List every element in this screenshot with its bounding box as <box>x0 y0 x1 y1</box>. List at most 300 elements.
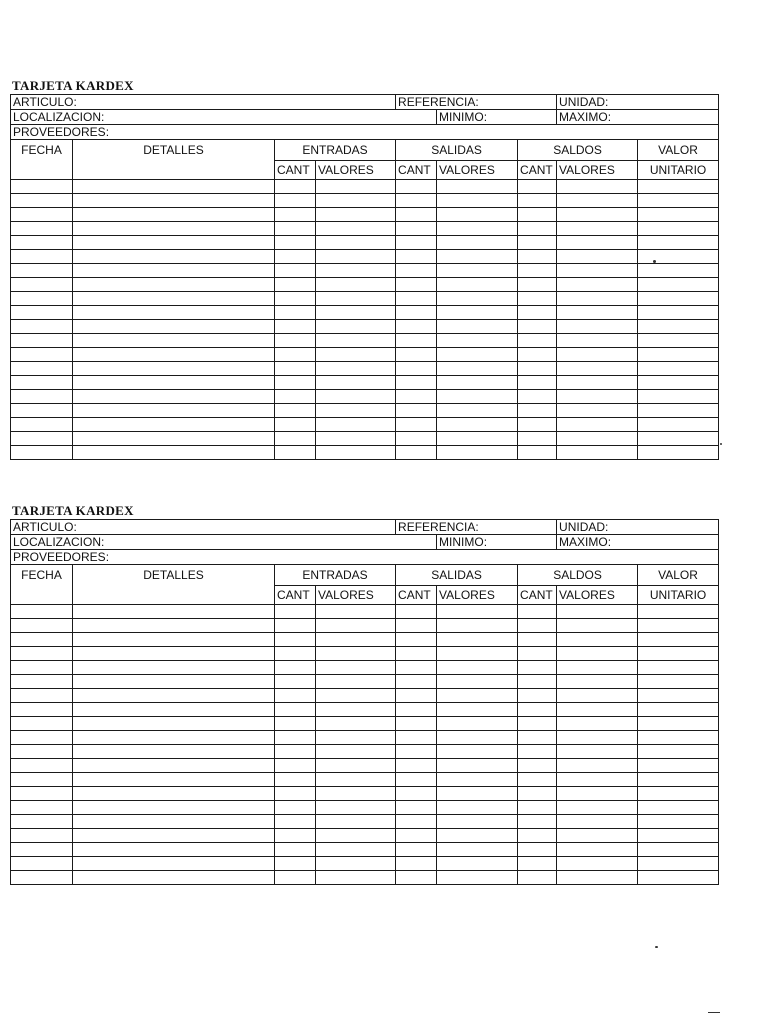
saldos-valores-cell[interactable] <box>557 843 638 857</box>
salidas-valores-cell[interactable] <box>437 390 518 404</box>
entradas-cant-cell[interactable] <box>275 334 316 348</box>
saldos-valores-cell[interactable] <box>557 362 638 376</box>
fecha-cell[interactable] <box>11 376 73 390</box>
valor-unitario-cell[interactable] <box>638 320 719 334</box>
detalles-cell[interactable] <box>73 278 275 292</box>
saldos-valores-cell[interactable] <box>557 647 638 661</box>
valor-unitario-cell[interactable] <box>638 675 719 689</box>
entradas-cant-cell[interactable] <box>275 745 316 759</box>
entradas-valores-cell[interactable] <box>316 829 396 843</box>
salidas-valores-cell[interactable] <box>437 633 518 647</box>
valor-unitario-cell[interactable] <box>638 661 719 675</box>
saldos-cant-cell[interactable] <box>518 390 557 404</box>
valor-unitario-cell[interactable] <box>638 222 719 236</box>
fecha-cell[interactable] <box>11 787 73 801</box>
detalles-cell[interactable] <box>73 787 275 801</box>
detalles-cell[interactable] <box>73 745 275 759</box>
fecha-cell[interactable] <box>11 320 73 334</box>
valor-unitario-cell[interactable] <box>638 180 719 194</box>
salidas-cant-cell[interactable] <box>396 264 437 278</box>
entradas-cant-cell[interactable] <box>275 348 316 362</box>
referencia-field[interactable]: REFERENCIA: <box>396 520 557 535</box>
salidas-valores-cell[interactable] <box>437 432 518 446</box>
saldos-valores-cell[interactable] <box>557 418 638 432</box>
fecha-cell[interactable] <box>11 633 73 647</box>
saldos-cant-cell[interactable] <box>518 278 557 292</box>
saldos-valores-cell[interactable] <box>557 829 638 843</box>
proveedores-field[interactable]: PROVEEDORES: <box>11 550 719 565</box>
entradas-valores-cell[interactable] <box>316 633 396 647</box>
saldos-valores-cell[interactable] <box>557 348 638 362</box>
salidas-valores-cell[interactable] <box>437 208 518 222</box>
salidas-cant-cell[interactable] <box>396 815 437 829</box>
entradas-cant-cell[interactable] <box>275 717 316 731</box>
fecha-cell[interactable] <box>11 306 73 320</box>
salidas-cant-cell[interactable] <box>396 759 437 773</box>
saldos-cant-cell[interactable] <box>518 731 557 745</box>
saldos-valores-cell[interactable] <box>557 787 638 801</box>
saldos-cant-cell[interactable] <box>518 194 557 208</box>
salidas-cant-cell[interactable] <box>396 306 437 320</box>
entradas-valores-cell[interactable] <box>316 843 396 857</box>
entradas-valores-cell[interactable] <box>316 661 396 675</box>
proveedores-field[interactable]: PROVEEDORES: <box>11 125 719 140</box>
valor-unitario-cell[interactable] <box>638 745 719 759</box>
entradas-cant-cell[interactable] <box>275 605 316 619</box>
fecha-cell[interactable] <box>11 731 73 745</box>
saldos-cant-cell[interactable] <box>518 306 557 320</box>
entradas-valores-cell[interactable] <box>316 731 396 745</box>
valor-unitario-cell[interactable] <box>638 759 719 773</box>
salidas-cant-cell[interactable] <box>396 418 437 432</box>
fecha-cell[interactable] <box>11 801 73 815</box>
valor-unitario-cell[interactable] <box>638 773 719 787</box>
saldos-cant-cell[interactable] <box>518 250 557 264</box>
salidas-valores-cell[interactable] <box>437 194 518 208</box>
entradas-valores-cell[interactable] <box>316 801 396 815</box>
entradas-cant-cell[interactable] <box>275 292 316 306</box>
detalles-cell[interactable] <box>73 250 275 264</box>
entradas-valores-cell[interactable] <box>316 362 396 376</box>
fecha-cell[interactable] <box>11 208 73 222</box>
maximo-field[interactable]: MAXIMO: <box>557 110 719 125</box>
detalles-cell[interactable] <box>73 773 275 787</box>
salidas-cant-cell[interactable] <box>396 745 437 759</box>
saldos-cant-cell[interactable] <box>518 362 557 376</box>
fecha-cell[interactable] <box>11 278 73 292</box>
detalles-cell[interactable] <box>73 843 275 857</box>
fecha-cell[interactable] <box>11 871 73 885</box>
salidas-cant-cell[interactable] <box>396 404 437 418</box>
saldos-valores-cell[interactable] <box>557 334 638 348</box>
fecha-cell[interactable] <box>11 759 73 773</box>
valor-unitario-cell[interactable] <box>638 236 719 250</box>
entradas-valores-cell[interactable] <box>316 292 396 306</box>
saldos-valores-cell[interactable] <box>557 857 638 871</box>
entradas-valores-cell[interactable] <box>316 236 396 250</box>
valor-unitario-cell[interactable] <box>638 605 719 619</box>
entradas-valores-cell[interactable] <box>316 675 396 689</box>
valor-unitario-cell[interactable] <box>638 418 719 432</box>
detalles-cell[interactable] <box>73 362 275 376</box>
saldos-cant-cell[interactable] <box>518 815 557 829</box>
fecha-cell[interactable] <box>11 180 73 194</box>
entradas-cant-cell[interactable] <box>275 815 316 829</box>
salidas-cant-cell[interactable] <box>396 605 437 619</box>
entradas-cant-cell[interactable] <box>275 320 316 334</box>
salidas-valores-cell[interactable] <box>437 334 518 348</box>
fecha-cell[interactable] <box>11 773 73 787</box>
salidas-valores-cell[interactable] <box>437 605 518 619</box>
salidas-cant-cell[interactable] <box>396 250 437 264</box>
salidas-cant-cell[interactable] <box>396 619 437 633</box>
saldos-valores-cell[interactable] <box>557 661 638 675</box>
salidas-valores-cell[interactable] <box>437 250 518 264</box>
entradas-cant-cell[interactable] <box>275 404 316 418</box>
detalles-cell[interactable] <box>73 180 275 194</box>
salidas-cant-cell[interactable] <box>396 334 437 348</box>
fecha-cell[interactable] <box>11 404 73 418</box>
detalles-cell[interactable] <box>73 829 275 843</box>
valor-unitario-cell[interactable] <box>638 292 719 306</box>
entradas-valores-cell[interactable] <box>316 180 396 194</box>
saldos-valores-cell[interactable] <box>557 222 638 236</box>
salidas-cant-cell[interactable] <box>396 278 437 292</box>
entradas-valores-cell[interactable] <box>316 320 396 334</box>
salidas-cant-cell[interactable] <box>396 390 437 404</box>
detalles-cell[interactable] <box>73 689 275 703</box>
entradas-cant-cell[interactable] <box>275 731 316 745</box>
entradas-valores-cell[interactable] <box>316 717 396 731</box>
saldos-cant-cell[interactable] <box>518 334 557 348</box>
saldos-cant-cell[interactable] <box>518 264 557 278</box>
valor-unitario-cell[interactable] <box>638 689 719 703</box>
entradas-valores-cell[interactable] <box>316 264 396 278</box>
valor-unitario-cell[interactable] <box>638 619 719 633</box>
salidas-valores-cell[interactable] <box>437 619 518 633</box>
entradas-valores-cell[interactable] <box>316 250 396 264</box>
entradas-cant-cell[interactable] <box>275 180 316 194</box>
saldos-cant-cell[interactable] <box>518 320 557 334</box>
saldos-valores-cell[interactable] <box>557 236 638 250</box>
minimo-field[interactable]: MINIMO: <box>437 535 557 550</box>
saldos-valores-cell[interactable] <box>557 404 638 418</box>
entradas-valores-cell[interactable] <box>316 871 396 885</box>
valor-unitario-cell[interactable] <box>638 829 719 843</box>
salidas-valores-cell[interactable] <box>437 446 518 460</box>
entradas-valores-cell[interactable] <box>316 194 396 208</box>
fecha-cell[interactable] <box>11 829 73 843</box>
entradas-cant-cell[interactable] <box>275 633 316 647</box>
detalles-cell[interactable] <box>73 348 275 362</box>
entradas-cant-cell[interactable] <box>275 362 316 376</box>
salidas-cant-cell[interactable] <box>396 348 437 362</box>
saldos-valores-cell[interactable] <box>557 180 638 194</box>
valor-unitario-cell[interactable] <box>638 278 719 292</box>
saldos-valores-cell[interactable] <box>557 717 638 731</box>
detalles-cell[interactable] <box>73 404 275 418</box>
entradas-valores-cell[interactable] <box>316 208 396 222</box>
fecha-cell[interactable] <box>11 348 73 362</box>
unidad-field[interactable]: UNIDAD: <box>557 520 719 535</box>
saldos-valores-cell[interactable] <box>557 320 638 334</box>
detalles-cell[interactable] <box>73 334 275 348</box>
entradas-cant-cell[interactable] <box>275 390 316 404</box>
detalles-cell[interactable] <box>73 871 275 885</box>
entradas-valores-cell[interactable] <box>316 759 396 773</box>
salidas-valores-cell[interactable] <box>437 264 518 278</box>
detalles-cell[interactable] <box>73 801 275 815</box>
salidas-cant-cell[interactable] <box>396 222 437 236</box>
entradas-cant-cell[interactable] <box>275 619 316 633</box>
saldos-cant-cell[interactable] <box>518 675 557 689</box>
saldos-valores-cell[interactable] <box>557 605 638 619</box>
salidas-valores-cell[interactable] <box>437 278 518 292</box>
entradas-cant-cell[interactable] <box>275 871 316 885</box>
salidas-cant-cell[interactable] <box>396 857 437 871</box>
detalles-cell[interactable] <box>73 432 275 446</box>
saldos-cant-cell[interactable] <box>518 689 557 703</box>
saldos-cant-cell[interactable] <box>518 404 557 418</box>
entradas-valores-cell[interactable] <box>316 619 396 633</box>
salidas-valores-cell[interactable] <box>437 236 518 250</box>
saldos-valores-cell[interactable] <box>557 759 638 773</box>
valor-unitario-cell[interactable] <box>638 815 719 829</box>
detalles-cell[interactable] <box>73 675 275 689</box>
valor-unitario-cell[interactable] <box>638 194 719 208</box>
saldos-valores-cell[interactable] <box>557 801 638 815</box>
salidas-valores-cell[interactable] <box>437 292 518 306</box>
unidad-field[interactable]: UNIDAD: <box>557 95 719 110</box>
entradas-valores-cell[interactable] <box>316 446 396 460</box>
saldos-cant-cell[interactable] <box>518 843 557 857</box>
detalles-cell[interactable] <box>73 647 275 661</box>
valor-unitario-cell[interactable] <box>638 362 719 376</box>
entradas-cant-cell[interactable] <box>275 250 316 264</box>
saldos-valores-cell[interactable] <box>557 306 638 320</box>
entradas-cant-cell[interactable] <box>275 264 316 278</box>
salidas-cant-cell[interactable] <box>396 871 437 885</box>
salidas-valores-cell[interactable] <box>437 745 518 759</box>
salidas-valores-cell[interactable] <box>437 787 518 801</box>
salidas-cant-cell[interactable] <box>396 717 437 731</box>
valor-unitario-cell[interactable] <box>638 801 719 815</box>
entradas-cant-cell[interactable] <box>275 647 316 661</box>
saldos-cant-cell[interactable] <box>518 348 557 362</box>
saldos-valores-cell[interactable] <box>557 432 638 446</box>
salidas-cant-cell[interactable] <box>396 362 437 376</box>
salidas-cant-cell[interactable] <box>396 801 437 815</box>
detalles-cell[interactable] <box>73 815 275 829</box>
entradas-valores-cell[interactable] <box>316 306 396 320</box>
valor-unitario-cell[interactable] <box>638 857 719 871</box>
valor-unitario-cell[interactable] <box>638 348 719 362</box>
saldos-valores-cell[interactable] <box>557 208 638 222</box>
detalles-cell[interactable] <box>73 759 275 773</box>
valor-unitario-cell[interactable] <box>638 404 719 418</box>
salidas-cant-cell[interactable] <box>396 647 437 661</box>
salidas-valores-cell[interactable] <box>437 801 518 815</box>
detalles-cell[interactable] <box>73 418 275 432</box>
saldos-cant-cell[interactable] <box>518 376 557 390</box>
entradas-cant-cell[interactable] <box>275 306 316 320</box>
salidas-valores-cell[interactable] <box>437 843 518 857</box>
detalles-cell[interactable] <box>73 376 275 390</box>
saldos-valores-cell[interactable] <box>557 619 638 633</box>
detalles-cell[interactable] <box>73 605 275 619</box>
saldos-valores-cell[interactable] <box>557 446 638 460</box>
saldos-cant-cell[interactable] <box>518 787 557 801</box>
entradas-valores-cell[interactable] <box>316 857 396 871</box>
saldos-cant-cell[interactable] <box>518 661 557 675</box>
saldos-valores-cell[interactable] <box>557 278 638 292</box>
salidas-cant-cell[interactable] <box>396 320 437 334</box>
fecha-cell[interactable] <box>11 689 73 703</box>
entradas-cant-cell[interactable] <box>275 446 316 460</box>
fecha-cell[interactable] <box>11 334 73 348</box>
fecha-cell[interactable] <box>11 843 73 857</box>
saldos-valores-cell[interactable] <box>557 675 638 689</box>
valor-unitario-cell[interactable] <box>638 208 719 222</box>
entradas-valores-cell[interactable] <box>316 404 396 418</box>
valor-unitario-cell[interactable] <box>638 703 719 717</box>
fecha-cell[interactable] <box>11 264 73 278</box>
salidas-cant-cell[interactable] <box>396 633 437 647</box>
salidas-cant-cell[interactable] <box>396 446 437 460</box>
salidas-cant-cell[interactable] <box>396 432 437 446</box>
saldos-cant-cell[interactable] <box>518 801 557 815</box>
entradas-valores-cell[interactable] <box>316 390 396 404</box>
entradas-valores-cell[interactable] <box>316 787 396 801</box>
detalles-cell[interactable] <box>73 633 275 647</box>
saldos-cant-cell[interactable] <box>518 703 557 717</box>
saldos-cant-cell[interactable] <box>518 208 557 222</box>
entradas-valores-cell[interactable] <box>316 773 396 787</box>
entradas-cant-cell[interactable] <box>275 829 316 843</box>
entradas-cant-cell[interactable] <box>275 801 316 815</box>
entradas-cant-cell[interactable] <box>275 222 316 236</box>
saldos-cant-cell[interactable] <box>518 647 557 661</box>
saldos-valores-cell[interactable] <box>557 871 638 885</box>
valor-unitario-cell[interactable] <box>638 432 719 446</box>
saldos-cant-cell[interactable] <box>518 759 557 773</box>
saldos-valores-cell[interactable] <box>557 745 638 759</box>
entradas-cant-cell[interactable] <box>275 661 316 675</box>
saldos-valores-cell[interactable] <box>557 292 638 306</box>
fecha-cell[interactable] <box>11 647 73 661</box>
articulo-field[interactable]: ARTICULO: <box>11 520 396 535</box>
detalles-cell[interactable] <box>73 236 275 250</box>
fecha-cell[interactable] <box>11 703 73 717</box>
fecha-cell[interactable] <box>11 675 73 689</box>
fecha-cell[interactable] <box>11 222 73 236</box>
salidas-valores-cell[interactable] <box>437 306 518 320</box>
entradas-valores-cell[interactable] <box>316 278 396 292</box>
saldos-cant-cell[interactable] <box>518 857 557 871</box>
entradas-cant-cell[interactable] <box>275 857 316 871</box>
salidas-valores-cell[interactable] <box>437 759 518 773</box>
fecha-cell[interactable] <box>11 236 73 250</box>
entradas-cant-cell[interactable] <box>275 208 316 222</box>
detalles-cell[interactable] <box>73 390 275 404</box>
salidas-cant-cell[interactable] <box>396 180 437 194</box>
saldos-valores-cell[interactable] <box>557 194 638 208</box>
valor-unitario-cell[interactable] <box>638 250 719 264</box>
salidas-valores-cell[interactable] <box>437 348 518 362</box>
maximo-field[interactable]: MAXIMO: <box>557 535 719 550</box>
salidas-cant-cell[interactable] <box>396 292 437 306</box>
salidas-valores-cell[interactable] <box>437 320 518 334</box>
salidas-valores-cell[interactable] <box>437 222 518 236</box>
fecha-cell[interactable] <box>11 418 73 432</box>
saldos-valores-cell[interactable] <box>557 703 638 717</box>
detalles-cell[interactable] <box>73 731 275 745</box>
entradas-cant-cell[interactable] <box>275 689 316 703</box>
salidas-valores-cell[interactable] <box>437 661 518 675</box>
salidas-cant-cell[interactable] <box>396 689 437 703</box>
salidas-cant-cell[interactable] <box>396 787 437 801</box>
entradas-valores-cell[interactable] <box>316 376 396 390</box>
entradas-cant-cell[interactable] <box>275 236 316 250</box>
entradas-cant-cell[interactable] <box>275 675 316 689</box>
saldos-cant-cell[interactable] <box>518 432 557 446</box>
saldos-cant-cell[interactable] <box>518 619 557 633</box>
detalles-cell[interactable] <box>73 661 275 675</box>
entradas-cant-cell[interactable] <box>275 759 316 773</box>
entradas-cant-cell[interactable] <box>275 773 316 787</box>
fecha-cell[interactable] <box>11 446 73 460</box>
fecha-cell[interactable] <box>11 857 73 871</box>
saldos-valores-cell[interactable] <box>557 376 638 390</box>
referencia-field[interactable]: REFERENCIA: <box>396 95 557 110</box>
saldos-cant-cell[interactable] <box>518 236 557 250</box>
entradas-valores-cell[interactable] <box>316 647 396 661</box>
salidas-valores-cell[interactable] <box>437 857 518 871</box>
salidas-valores-cell[interactable] <box>437 180 518 194</box>
detalles-cell[interactable] <box>73 446 275 460</box>
detalles-cell[interactable] <box>73 703 275 717</box>
entradas-cant-cell[interactable] <box>275 843 316 857</box>
saldos-cant-cell[interactable] <box>518 745 557 759</box>
saldos-cant-cell[interactable] <box>518 773 557 787</box>
saldos-valores-cell[interactable] <box>557 633 638 647</box>
salidas-valores-cell[interactable] <box>437 871 518 885</box>
saldos-valores-cell[interactable] <box>557 731 638 745</box>
entradas-cant-cell[interactable] <box>275 432 316 446</box>
salidas-valores-cell[interactable] <box>437 376 518 390</box>
entradas-cant-cell[interactable] <box>275 703 316 717</box>
entradas-valores-cell[interactable] <box>316 334 396 348</box>
fecha-cell[interactable] <box>11 194 73 208</box>
detalles-cell[interactable] <box>73 222 275 236</box>
entradas-cant-cell[interactable] <box>275 787 316 801</box>
entradas-valores-cell[interactable] <box>316 348 396 362</box>
salidas-cant-cell[interactable] <box>396 661 437 675</box>
fecha-cell[interactable] <box>11 292 73 306</box>
valor-unitario-cell[interactable] <box>638 376 719 390</box>
valor-unitario-cell[interactable] <box>638 647 719 661</box>
fecha-cell[interactable] <box>11 661 73 675</box>
valor-unitario-cell[interactable] <box>638 390 719 404</box>
saldos-cant-cell[interactable] <box>518 871 557 885</box>
salidas-valores-cell[interactable] <box>437 362 518 376</box>
detalles-cell[interactable] <box>73 320 275 334</box>
entradas-valores-cell[interactable] <box>316 745 396 759</box>
valor-unitario-cell[interactable] <box>638 633 719 647</box>
salidas-cant-cell[interactable] <box>396 731 437 745</box>
salidas-valores-cell[interactable] <box>437 689 518 703</box>
saldos-cant-cell[interactable] <box>518 717 557 731</box>
